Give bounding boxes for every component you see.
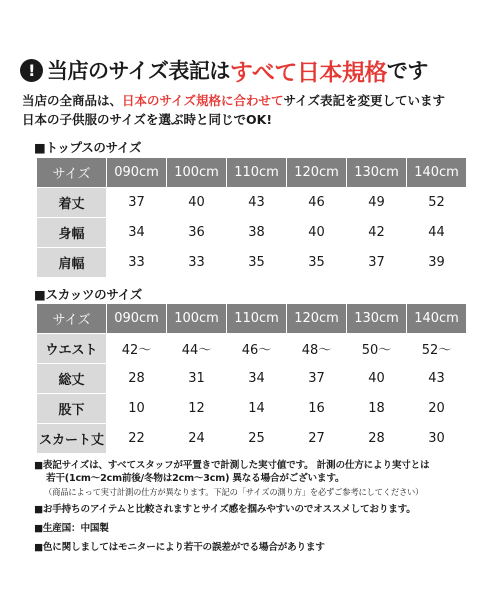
table-cell: 50〜 xyxy=(347,334,407,364)
note-origin: ■生産国：中国製 xyxy=(34,523,109,535)
note-measurement-tolerance: 若干(1cm〜2cm前後/冬物は2cm〜3cm) 異なる場合がございます。 xyxy=(46,472,345,484)
table-cell: 43 xyxy=(407,364,467,394)
header-size-2: 100cm xyxy=(167,158,227,188)
table-cell: 49 xyxy=(347,188,407,218)
table-cell: 44 xyxy=(407,218,467,248)
table-row xyxy=(37,248,467,278)
exclamation-icon: ! xyxy=(20,59,43,82)
tops-section-title: ■トップスのサイズ xyxy=(34,140,142,155)
table-header-row xyxy=(37,304,467,334)
header-size-6: 140cm xyxy=(407,158,467,188)
row-label: スカート丈 xyxy=(37,424,107,454)
header-size-5: 130cm xyxy=(347,304,407,334)
table-row xyxy=(37,364,467,394)
note-measurement-detail: （商品によって実寸計測の仕方が異なります。下記の「サイズの測り方」を必ずご参考にしてください） xyxy=(44,486,424,497)
header-size-6: 140cm xyxy=(407,304,467,334)
note-color: ■色に関しましてはモニターにより若干の誤差がでる場合があります xyxy=(34,541,325,553)
table-cell: 24 xyxy=(167,424,227,454)
table-cell: 28 xyxy=(107,364,167,394)
headline-highlight: すべて日本規格 xyxy=(229,59,387,86)
skirts-section-title: ■スカッツのサイズ xyxy=(34,287,142,302)
table-cell: 40 xyxy=(347,364,407,394)
headline xyxy=(20,52,428,88)
header-size-label: サイズ xyxy=(37,304,107,334)
table-cell: 36 xyxy=(167,218,227,248)
table-cell: 10 xyxy=(107,394,167,424)
table-cell: 33 xyxy=(167,248,227,278)
table-cell: 52 xyxy=(407,188,467,218)
table-cell: 25 xyxy=(227,424,287,454)
header-size-1: 090cm xyxy=(107,158,167,188)
table-cell: 42 xyxy=(347,218,407,248)
header-size-1: 090cm xyxy=(107,304,167,334)
intro-text-c: サイズ表記を変更しています xyxy=(283,93,446,108)
table-cell: 30 xyxy=(407,424,467,454)
row-label: 着丈 xyxy=(37,188,107,218)
table-cell: 20 xyxy=(407,394,467,424)
table-cell: 43 xyxy=(227,188,287,218)
header-size-4: 120cm xyxy=(287,158,347,188)
table-cell: 18 xyxy=(347,394,407,424)
skirts-size-table xyxy=(36,303,467,454)
note-measurement: ■表記サイズは、すべてスタッフが平置きで計測した実寸値です。 計測の仕方により実寸とは xyxy=(34,460,430,471)
table-cell: 16 xyxy=(287,394,347,424)
table-cell: 28 xyxy=(347,424,407,454)
table-cell: 37 xyxy=(107,188,167,218)
headline-part1: 当店のサイズ表記は xyxy=(47,59,230,83)
header-size-3: 110cm xyxy=(227,304,287,334)
table-cell: 42〜 xyxy=(107,334,167,364)
header-size-3: 110cm xyxy=(227,158,287,188)
table-cell: 37 xyxy=(347,248,407,278)
table-cell: 40 xyxy=(287,218,347,248)
header-size-2: 100cm xyxy=(167,304,227,334)
table-cell: 35 xyxy=(287,248,347,278)
table-cell: 46 xyxy=(287,188,347,218)
table-row xyxy=(37,394,467,424)
table-cell: 14 xyxy=(227,394,287,424)
table-cell: 22 xyxy=(107,424,167,454)
table-cell: 44〜 xyxy=(167,334,227,364)
table-cell: 48〜 xyxy=(287,334,347,364)
intro-text xyxy=(22,91,482,129)
intro-text-a: 当店の全商品は、 xyxy=(22,93,123,108)
row-label: 肩幅 xyxy=(37,248,107,278)
table-row xyxy=(37,424,467,454)
table-cell: 46〜 xyxy=(227,334,287,364)
table-row xyxy=(37,188,467,218)
header-size-label: サイズ xyxy=(37,158,107,188)
table-header-row xyxy=(37,158,467,188)
header-size-5: 130cm xyxy=(347,158,407,188)
table-cell: 52〜 xyxy=(407,334,467,364)
tops-size-table xyxy=(36,157,467,278)
table-cell: 37 xyxy=(287,364,347,394)
table-cell: 35 xyxy=(227,248,287,278)
table-row xyxy=(37,334,467,364)
header-size-4: 120cm xyxy=(287,304,347,334)
table-cell: 40 xyxy=(167,188,227,218)
table-cell: 34 xyxy=(227,364,287,394)
table-cell: 27 xyxy=(287,424,347,454)
table-cell: 38 xyxy=(227,218,287,248)
table-cell: 12 xyxy=(167,394,227,424)
intro-highlight: 日本のサイズ規格に合わせて xyxy=(122,93,284,108)
table-cell: 31 xyxy=(167,364,227,394)
row-label: 身幅 xyxy=(37,218,107,248)
table-row xyxy=(37,218,467,248)
table-cell: 34 xyxy=(107,218,167,248)
row-label: 股下 xyxy=(37,394,107,424)
notes xyxy=(34,460,474,555)
row-label: ウエスト xyxy=(37,334,107,364)
headline-part3: です xyxy=(386,59,428,83)
note-compare: ■お手持ちのアイテムと比較されますとサイズ感を掴みやすいのでオススメしております。 xyxy=(34,504,416,516)
table-cell: 33 xyxy=(107,248,167,278)
table-cell: 39 xyxy=(407,248,467,278)
intro-line-1 xyxy=(22,91,482,110)
intro-line-2: 日本の子供服のサイズを選ぶ時と同じでOK! xyxy=(22,112,273,127)
row-label: 総丈 xyxy=(37,364,107,394)
